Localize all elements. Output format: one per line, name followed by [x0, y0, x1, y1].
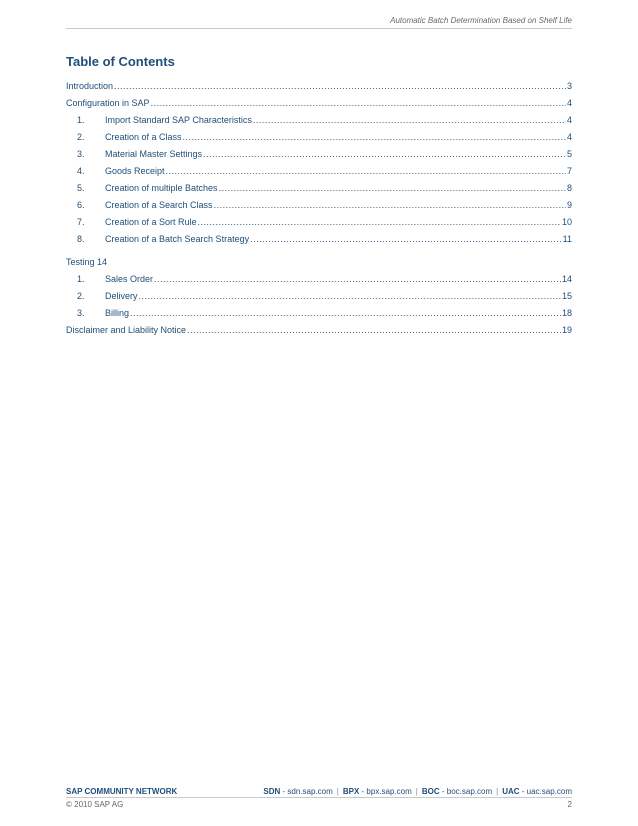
header-divider	[66, 28, 572, 29]
toc-entry-label: Disclaimer and Liability Notice	[66, 325, 187, 335]
footer-link-key: UAC	[502, 787, 520, 796]
toc-entry-number: 4.	[77, 166, 85, 176]
toc-list	[66, 78, 572, 339]
toc-leader-dots	[114, 78, 566, 95]
toc-entry[interactable]	[66, 231, 572, 248]
footer-link-url[interactable]: sdn.sap.com	[287, 787, 333, 796]
toc-entry-number: 8.	[77, 234, 85, 244]
footer-link-key: BOC	[421, 787, 440, 796]
toc-entry[interactable]	[66, 180, 572, 197]
toc-entry[interactable]	[66, 288, 572, 305]
footer-link-key: SDN	[263, 787, 281, 796]
toc-entry[interactable]	[66, 146, 572, 163]
toc-entry-label: Creation of a Search Class	[105, 200, 213, 210]
toc-entry-label: Import Standard SAP Characteristics	[105, 115, 252, 125]
toc-entry-label: Testing 14	[66, 257, 108, 267]
toc-entry-number: 3.	[77, 149, 85, 159]
toc-entry-number: 3.	[77, 308, 85, 318]
toc-entry[interactable]	[66, 78, 572, 95]
toc-entry-page: 3	[566, 81, 572, 91]
footer-link-key: BPX	[342, 787, 360, 796]
toc-leader-dots	[198, 214, 561, 231]
toc-leader-dots	[166, 163, 566, 180]
toc-entry-page: 11	[562, 234, 572, 244]
toc-entry[interactable]	[66, 129, 572, 146]
toc-entry-label: Configuration in SAP	[66, 98, 150, 108]
toc-entry-page: 4	[566, 132, 572, 142]
toc-entry-page: 10	[561, 217, 572, 227]
toc-leader-dots	[130, 305, 561, 322]
toc-entry-label: Creation of a Sort Rule	[105, 217, 197, 227]
toc-entry[interactable]	[66, 163, 572, 180]
footer-divider	[66, 797, 572, 798]
toc-entry[interactable]	[66, 254, 572, 271]
footer-link-separator: |	[336, 787, 339, 796]
toc-leader-dots	[154, 271, 561, 288]
footer-copyright: © 2010 SAP AG	[66, 800, 124, 809]
toc-entry-page: 7	[566, 166, 572, 176]
toc-leader-dots	[187, 322, 561, 339]
toc-entry-number: 6.	[77, 200, 85, 210]
toc-entry-label: Creation of a Class	[105, 132, 182, 142]
toc-leader-dots	[219, 180, 566, 197]
toc-entry-number: 1.	[77, 274, 85, 284]
footer-link-dash: -	[280, 787, 288, 796]
toc-leader-dots	[203, 146, 566, 163]
toc-entry-page: 19	[561, 325, 572, 335]
toc-entry-number: 2.	[77, 132, 85, 142]
toc-entry[interactable]	[66, 112, 572, 129]
toc-entry[interactable]	[66, 95, 572, 112]
toc-entry[interactable]	[66, 197, 572, 214]
toc-entry-number: 1.	[77, 115, 85, 125]
toc-entry[interactable]	[66, 214, 572, 231]
toc-leader-dots	[253, 112, 566, 129]
toc-entry-page: 4	[566, 115, 572, 125]
toc-entry-label: Goods Receipt	[105, 166, 165, 176]
toc-entry-label: Delivery	[105, 291, 138, 301]
toc-entry[interactable]	[66, 305, 572, 322]
toc-entry[interactable]	[66, 322, 572, 339]
footer-link-separator: |	[496, 787, 499, 796]
toc-entry-page: 15	[561, 291, 572, 301]
toc-entry-number: 2.	[77, 291, 85, 301]
footer-link-url[interactable]: boc.sap.com	[446, 787, 493, 796]
toc-leader-dots	[139, 288, 561, 305]
toc-leader-dots	[214, 197, 566, 214]
footer-page-number: 2	[567, 800, 572, 809]
page-header-title: Automatic Batch Determination Based on Shelf Life	[390, 16, 572, 25]
toc-entry-page: 14	[561, 274, 572, 284]
toc-leader-dots	[151, 95, 566, 112]
toc-entry-number: 7.	[77, 217, 85, 227]
toc-entry-label: Billing	[105, 308, 130, 318]
toc-leader-dots	[250, 231, 562, 248]
toc-entry-page: 4	[566, 98, 572, 108]
toc-entry-label: Sales Order	[105, 274, 154, 284]
toc-entry-page: 18	[561, 308, 572, 318]
toc-entry-page: 9	[566, 200, 572, 210]
toc-entry-page: 5	[566, 149, 572, 159]
footer-links	[263, 787, 572, 796]
footer-network-name: SAP COMMUNITY NETWORK	[66, 787, 178, 796]
footer-link-dash: -	[519, 787, 527, 796]
footer-link-dash: -	[359, 787, 367, 796]
toc-entry-number: 5.	[77, 183, 85, 193]
toc-entry[interactable]	[66, 271, 572, 288]
footer-link-url[interactable]: uac.sap.com	[526, 787, 572, 796]
footer-link-dash: -	[439, 787, 447, 796]
toc-entry-label: Creation of multiple Batches	[105, 183, 218, 193]
footer-link-url[interactable]: bpx.sap.com	[366, 787, 412, 796]
toc-entry-label: Creation of a Batch Search Strategy	[105, 234, 250, 244]
toc-entry-label: Introduction	[66, 81, 114, 91]
toc-entry-page: 8	[566, 183, 572, 193]
toc-entry-label: Material Master Settings	[105, 149, 203, 159]
toc-leader-dots	[183, 129, 566, 146]
footer-link-separator: |	[415, 787, 418, 796]
toc-heading: Table of Contents	[66, 54, 175, 69]
